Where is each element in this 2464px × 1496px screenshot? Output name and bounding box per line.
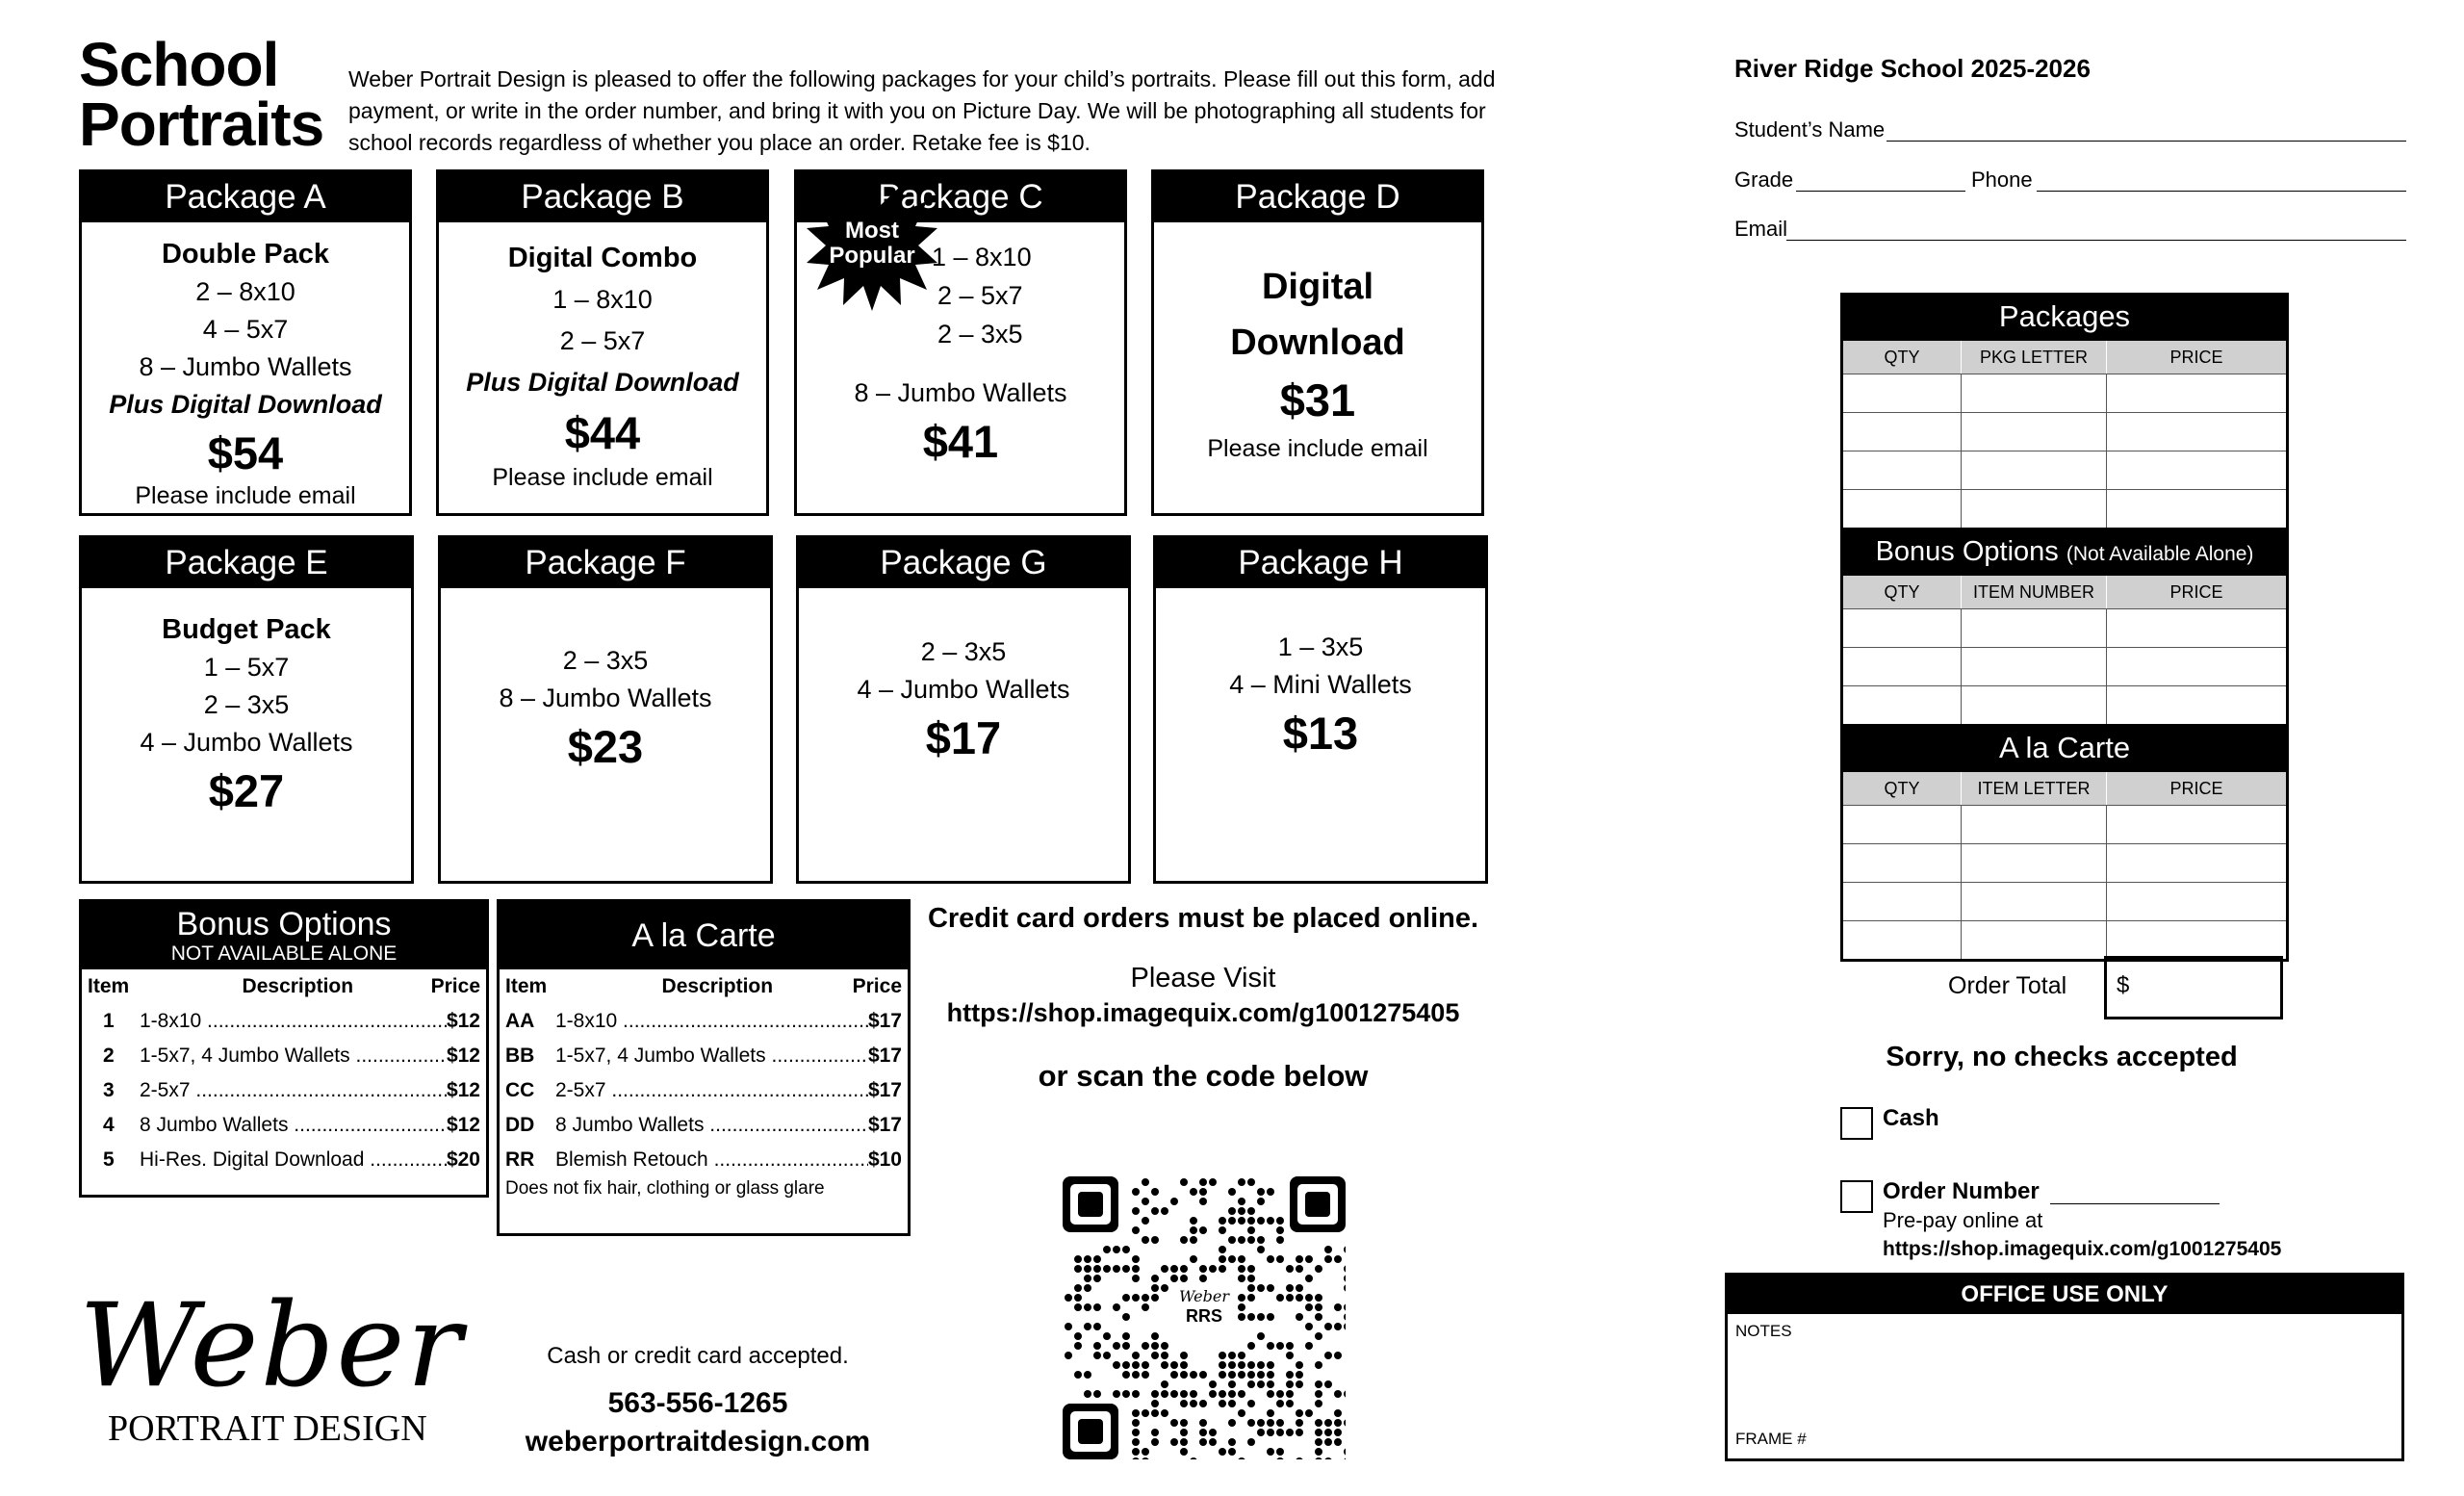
cash-checkbox[interactable] — [1840, 1107, 1873, 1140]
order-url-link[interactable]: https://shop.imagequix.com/g1001275405 — [946, 998, 1460, 1027]
bonus-price: $12 — [446, 1010, 480, 1032]
package-c-item: 2 – 3x5 — [937, 320, 1023, 348]
page-title — [79, 30, 324, 159]
packages-col-qty: QTY — [1843, 341, 1962, 374]
packages-row[interactable] — [1843, 374, 2286, 412]
package-g-price: $17 — [925, 712, 1002, 763]
package-h-label: Package H — [1156, 538, 1485, 588]
packages-col-letter: PKG LETTER — [1962, 341, 2107, 374]
prepay-label: Pre-pay online at — [1883, 1208, 2043, 1232]
alacarte-row — [500, 1108, 908, 1143]
title-line-2: Portraits — [79, 90, 324, 159]
bonus-code: 5 — [103, 1148, 115, 1171]
qr-label-script: Weber — [1179, 1287, 1229, 1305]
bonus-row — [82, 1073, 486, 1108]
order-total-field[interactable] — [2104, 956, 2283, 1019]
bonus-price: $12 — [446, 1114, 480, 1136]
bonus-row — [82, 1004, 486, 1039]
package-d-card — [1151, 169, 1484, 516]
bonus-col-qty: QTY — [1843, 576, 1962, 608]
weber-logo — [79, 1279, 464, 1449]
bonus-col-item: Item — [88, 975, 130, 997]
scan-label: or scan the code below — [1038, 1059, 1369, 1093]
order-total-label: Order Total — [1948, 972, 2067, 999]
no-checks-note: Sorry, no checks accepted — [1886, 1042, 2238, 1072]
package-b-note: Please include email — [492, 464, 713, 491]
bonus-col-number: ITEM NUMBER — [1962, 576, 2107, 608]
alacarte-form-row[interactable] — [1843, 805, 2286, 843]
package-h-card — [1153, 535, 1488, 884]
alacarte-code: CC — [505, 1079, 535, 1101]
visit-label: Please Visit — [1130, 963, 1276, 993]
logo-subtitle: PORTRAIT DESIGN — [108, 1408, 427, 1449]
package-b-item: 1 – 8x10 — [552, 285, 653, 314]
order-number-field[interactable] — [2050, 1203, 2220, 1204]
package-h-price: $13 — [1282, 708, 1359, 759]
package-b-item: 2 – 5x7 — [559, 326, 646, 355]
package-h-item: 1 – 3x5 — [1277, 632, 1364, 661]
order-number-label: Order Number — [1883, 1178, 2040, 1204]
package-a-item: 2 – 8x10 — [195, 277, 295, 306]
alacarte-code: RR — [505, 1148, 535, 1171]
bonus-price: $20 — [446, 1148, 480, 1171]
bonus-row — [82, 1108, 486, 1143]
alacarte-col-item: Item — [505, 975, 548, 997]
package-e-price: $27 — [208, 765, 285, 816]
package-a-plus: Plus Digital Download — [109, 390, 382, 419]
badge-line-1: Most — [845, 218, 899, 244]
school-name: River Ridge School 2025-2026 — [1734, 54, 2091, 83]
phone-field[interactable] — [2037, 191, 2406, 192]
a-la-carte-title: A la Carte — [500, 902, 908, 969]
a-la-carte-list — [497, 899, 911, 1236]
alacarte-col-description: Description — [661, 975, 774, 997]
packages-row[interactable] — [1843, 489, 2286, 528]
package-e-item: 1 – 5x7 — [203, 653, 290, 682]
badge-line-2: Popular — [829, 243, 915, 269]
package-f-card — [438, 535, 773, 884]
alacarte-row — [500, 1143, 908, 1177]
alacarte-desc: 8 Jumbo Wallets ..... — [555, 1108, 868, 1143]
bonus-desc: 1-5x7, 4 Jumbo Wallets ..... — [140, 1039, 447, 1073]
bonus-options-title: Bonus Options — [176, 906, 392, 942]
intro-text: Weber Portrait Design is pleased to offer the following packages for your child’s portraits. Please fill out this form, add payment, or write in the order number, and bring it with you on Picture Day. We will be photographing all students for school records regardless of whether you place an order. Retake fee is $10. — [348, 66, 1496, 155]
most-popular-badge — [805, 219, 939, 269]
package-h-item: 4 – Mini Wallets — [1229, 670, 1412, 699]
payment-note: Cash or credit card accepted. — [547, 1343, 849, 1369]
package-a-note: Please include email — [135, 482, 356, 509]
bonus-col-price-form: PRICE — [2169, 582, 2223, 602]
package-e-label: Package E — [82, 538, 411, 588]
alacarte-price: $10 — [867, 1148, 902, 1171]
bonus-desc: 2-5x7 ..... — [140, 1073, 447, 1108]
bonus-row — [82, 1143, 486, 1177]
alacarte-row — [500, 1004, 908, 1039]
package-b-label: Package B — [439, 172, 766, 222]
qr-label-text: RRS — [1185, 1306, 1222, 1326]
bonus-code: 4 — [103, 1114, 115, 1136]
bonus-form-row[interactable] — [1843, 647, 2286, 685]
bonus-desc: 1-8x10 ..... — [140, 1004, 447, 1039]
package-b-name: Digital Combo — [507, 243, 698, 273]
notes-label: NOTES — [1735, 1322, 1792, 1340]
package-d-name-line-2: Download — [1230, 322, 1405, 363]
package-b-price: $44 — [564, 407, 641, 458]
alacarte-col-price: Price — [852, 975, 902, 997]
package-c-label: Package C — [797, 172, 1124, 222]
package-e-card — [79, 535, 414, 884]
alacarte-code: BB — [505, 1045, 535, 1067]
package-c-price: $41 — [922, 416, 999, 467]
package-a-price: $54 — [207, 427, 284, 478]
bonus-options-subtitle: NOT AVAILABLE ALONE — [170, 942, 398, 965]
grade-label: Grade — [1734, 168, 1794, 192]
alacarte-desc: Blemish Retouch ..... — [555, 1143, 868, 1177]
bonus-options-list — [79, 899, 489, 1198]
alacarte-row — [500, 1039, 908, 1073]
cash-label: Cash — [1883, 1105, 1939, 1131]
package-f-price: $23 — [567, 721, 644, 772]
package-a-name: Double Pack — [161, 239, 330, 270]
logo-script: Weber — [79, 1279, 464, 1413]
package-c-item: 1 – 8x10 — [932, 243, 1032, 271]
packages-section-title: Packages — [1843, 293, 2286, 341]
bonus-row — [82, 1039, 486, 1073]
alacarte-desc: 2-5x7 ..... — [555, 1073, 868, 1108]
bonus-section-sub: (Not Available Alone) — [2066, 543, 2254, 565]
bonus-code: 2 — [103, 1045, 115, 1067]
package-e-item: 2 – 3x5 — [203, 690, 290, 719]
alacarte-form-row[interactable] — [1843, 843, 2286, 882]
alacarte-code: DD — [505, 1114, 535, 1136]
package-d-name-line-1: Digital — [1261, 267, 1374, 307]
packages-row[interactable] — [1843, 412, 2286, 451]
package-c-item: 8 – Jumbo Wallets — [854, 378, 1067, 407]
title-line-1: School — [79, 30, 279, 99]
package-c-item: 2 – 5x7 — [937, 281, 1023, 310]
website-link[interactable]: weberportraitdesign.com — [525, 1426, 871, 1457]
email-label: Email — [1734, 217, 1788, 241]
package-e-name: Budget Pack — [162, 614, 331, 645]
alacarte-price: $17 — [867, 1010, 902, 1032]
package-e-item: 4 – Jumbo Wallets — [140, 728, 353, 757]
alacarte-code: AA — [505, 1010, 535, 1032]
grade-field[interactable] — [1796, 191, 1965, 192]
bonus-desc: Hi-Res. Digital Download ..... — [140, 1143, 447, 1177]
package-g-item: 2 – 3x5 — [920, 637, 1007, 666]
bonus-price: $12 — [446, 1079, 480, 1101]
phone-number[interactable]: 563-556-1265 — [607, 1387, 788, 1419]
phone-label: Phone — [1971, 168, 2033, 192]
package-g-label: Package G — [799, 538, 1128, 588]
alacarte-col-price-form: PRICE — [2169, 779, 2223, 798]
package-b-card — [436, 169, 769, 516]
bonus-code: 3 — [103, 1079, 115, 1101]
qr-center-label — [1170, 1288, 1238, 1327]
bonus-form-row[interactable] — [1843, 685, 2286, 724]
packages-col-price: PRICE — [2169, 348, 2223, 367]
bonus-section-label: Bonus Options — [1875, 536, 2059, 567]
alacarte-row — [500, 1073, 908, 1108]
credit-card-note: Credit card orders must be placed online. — [927, 903, 1479, 934]
student-name-label: Student’s Name — [1734, 117, 1886, 142]
package-d-label: Package D — [1154, 172, 1481, 222]
package-f-label: Package F — [441, 538, 770, 588]
bonus-col-price: Price — [430, 975, 480, 997]
frame-label: FRAME # — [1735, 1430, 1807, 1448]
package-f-item: 8 – Jumbo Wallets — [499, 684, 712, 712]
bonus-col-description: Description — [242, 975, 354, 997]
bonus-desc: 8 Jumbo Wallets ..... — [140, 1108, 447, 1143]
alacarte-price: $17 — [867, 1045, 902, 1067]
order-grid — [1840, 293, 2289, 962]
package-a-card — [79, 169, 412, 516]
qr-code[interactable] — [1063, 1176, 1346, 1459]
alacarte-footnote: Does not fix hair, clothing or glass glare — [505, 1178, 825, 1199]
alacarte-desc: 1-8x10 ..... — [555, 1004, 868, 1039]
package-a-label: Package A — [82, 172, 409, 222]
package-a-item: 4 – 5x7 — [202, 315, 289, 344]
package-c-card — [794, 169, 1127, 516]
alacarte-price: $17 — [867, 1114, 902, 1136]
alacarte-col-qty: QTY — [1843, 772, 1962, 805]
prepay-url-link[interactable]: https://shop.imagequix.com/g1001275405 — [1883, 1238, 2282, 1260]
alacarte-desc: 1-5x7, 4 Jumbo Wallets ..... — [555, 1039, 868, 1073]
bonus-code: 1 — [103, 1010, 115, 1032]
alacarte-section-title: A la Carte — [1843, 724, 2286, 772]
bonus-form-row[interactable] — [1843, 608, 2286, 647]
office-use-box — [1725, 1273, 2404, 1461]
package-a-item: 8 – Jumbo Wallets — [139, 352, 352, 381]
package-d-price: $31 — [1279, 374, 1356, 426]
alacarte-form-row[interactable] — [1843, 882, 2286, 920]
alacarte-col-letter: ITEM LETTER — [1962, 772, 2107, 805]
student-name-field[interactable] — [1886, 141, 2406, 142]
bonus-section-title — [1843, 528, 2286, 576]
package-d-note: Please include email — [1207, 435, 1428, 462]
package-b-plus: Plus Digital Download — [466, 368, 739, 397]
order-number-checkbox[interactable] — [1840, 1180, 1873, 1213]
package-g-card — [796, 535, 1131, 884]
office-use-title: OFFICE USE ONLY — [1728, 1276, 2401, 1314]
package-g-item: 4 – Jumbo Wallets — [857, 675, 1070, 704]
email-field[interactable] — [1786, 240, 2406, 241]
packages-row[interactable] — [1843, 451, 2286, 489]
package-f-item: 2 – 3x5 — [562, 646, 649, 675]
alacarte-price: $17 — [867, 1079, 902, 1101]
bonus-price: $12 — [446, 1045, 480, 1067]
order-total-dollar: $ — [2117, 972, 2130, 998]
